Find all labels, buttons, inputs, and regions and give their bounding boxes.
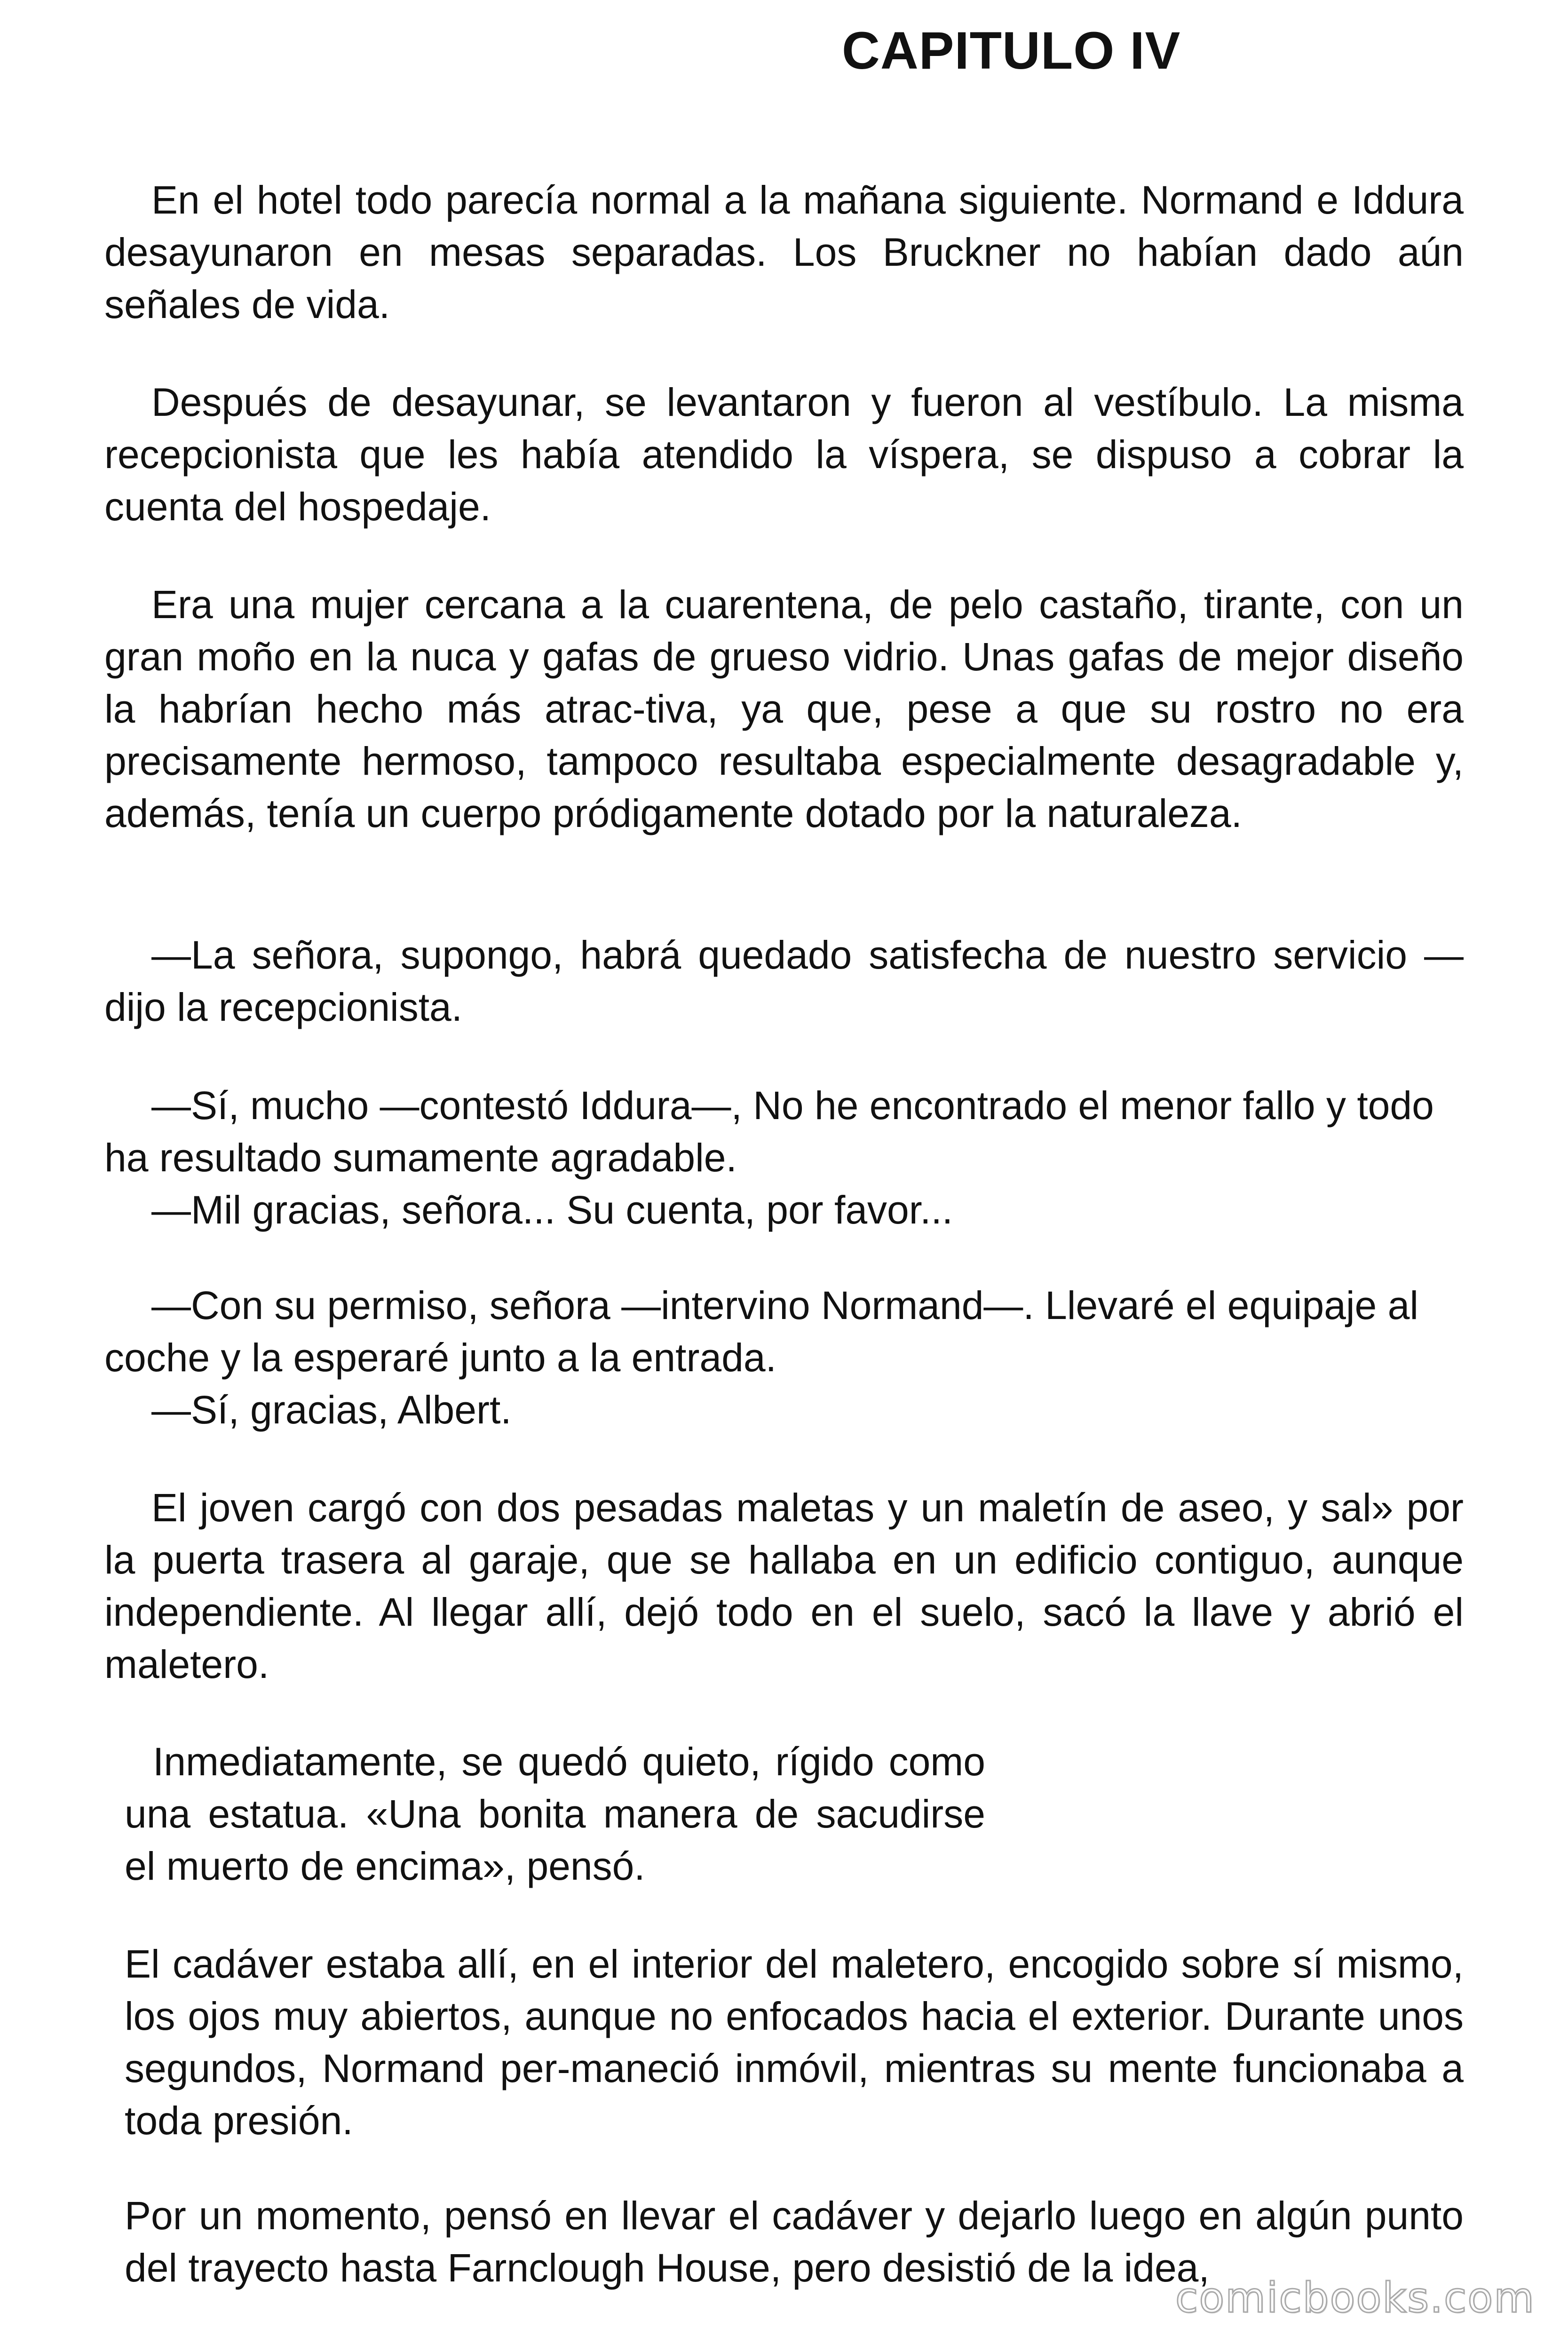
dialogue-block-2 — [104, 1279, 1464, 1436]
site-watermark: comicbooks.com — [1175, 2273, 1535, 2322]
paragraph-8: Inmediatamente, se quedó quieto, rígido como una estatua. «Una bonita manera de sacudirse el muerto de encima», pensó. — [125, 1740, 985, 1888]
paragraph-1: En el hotel todo parecía normal a la mañana siguiente. Normand e Iddura desayunaron en mesas separadas. Los Bruckner no habían dado aún señales de vida. — [104, 178, 1464, 326]
paragraph-2: Después de desayunar, se levantaron y fueron al vestíbulo. La misma recepcionista que les había atendido la víspera, se dispuso a cobrar la cuenta del hospedaje. — [104, 380, 1464, 529]
dialogue-line-receptionist: —Mil gracias, señora... Su cuenta, por favor... — [151, 1188, 953, 1232]
paragraph-7: El joven cargó con dos pesadas maletas y un maletín de aseo, y sal» por la puerta trasera al garaje, que se hallaba en un edificio contiguo, aunque independiente. Al llegar allí, dejó todo en el suelo, sacó la llave y abrió el maletero. — [104, 1486, 1464, 1686]
dialogue-line-iddura-reply: —Sí, gracias, Albert. — [151, 1388, 512, 1432]
chapter-title: CAPITULO IV — [842, 21, 1181, 80]
paragraph-4: —La señora, supongo, habrá quedado satisfecha de nuestro servicio — dijo la recepcionista. — [104, 933, 1464, 1029]
dialogue-line-iddura: —Sí, mucho —contestó Iddura—, No he encontrado el menor fallo y todo ha resultado sumamente agradable. — [104, 1083, 1434, 1180]
paragraph-3: Era una mujer cercana a la cuarentena, de pelo castaño, tirante, con un gran moño en la nuca y gafas de grueso vidrio. Unas gafas de mejor diseño la habrían hecho más atrac-tiva, ya que, pese a que su rostro no era precisamente hermoso, tampoco resultaba especialmente desagradable y, además, tenía un cuerpo pródigamente dotado por la naturaleza. — [104, 582, 1464, 835]
paragraph-9: El cadáver estaba allí, en el interior del maletero, encogido sobre sí mismo, los ojos muy abiertos, aunque no enfocados hacia el exterior. Durante unos segundos, Normand per-maneció inmóvil, mientras su mente funcionaba a toda presión. — [125, 1942, 1464, 2143]
paragraph-10: Por un momento, pensó en llevar el cadáver y dejarlo luego en algún punto del trayecto hasta Farnclough House, pero desistió de la idea, — [125, 2193, 1464, 2290]
dialogue-block-1 — [104, 1080, 1464, 1236]
dialogue-line-normand: —Con su permiso, señora —intervino Normand—. Llevaré el equipaje al coche y la esperaré junto a la entrada. — [104, 1283, 1418, 1380]
